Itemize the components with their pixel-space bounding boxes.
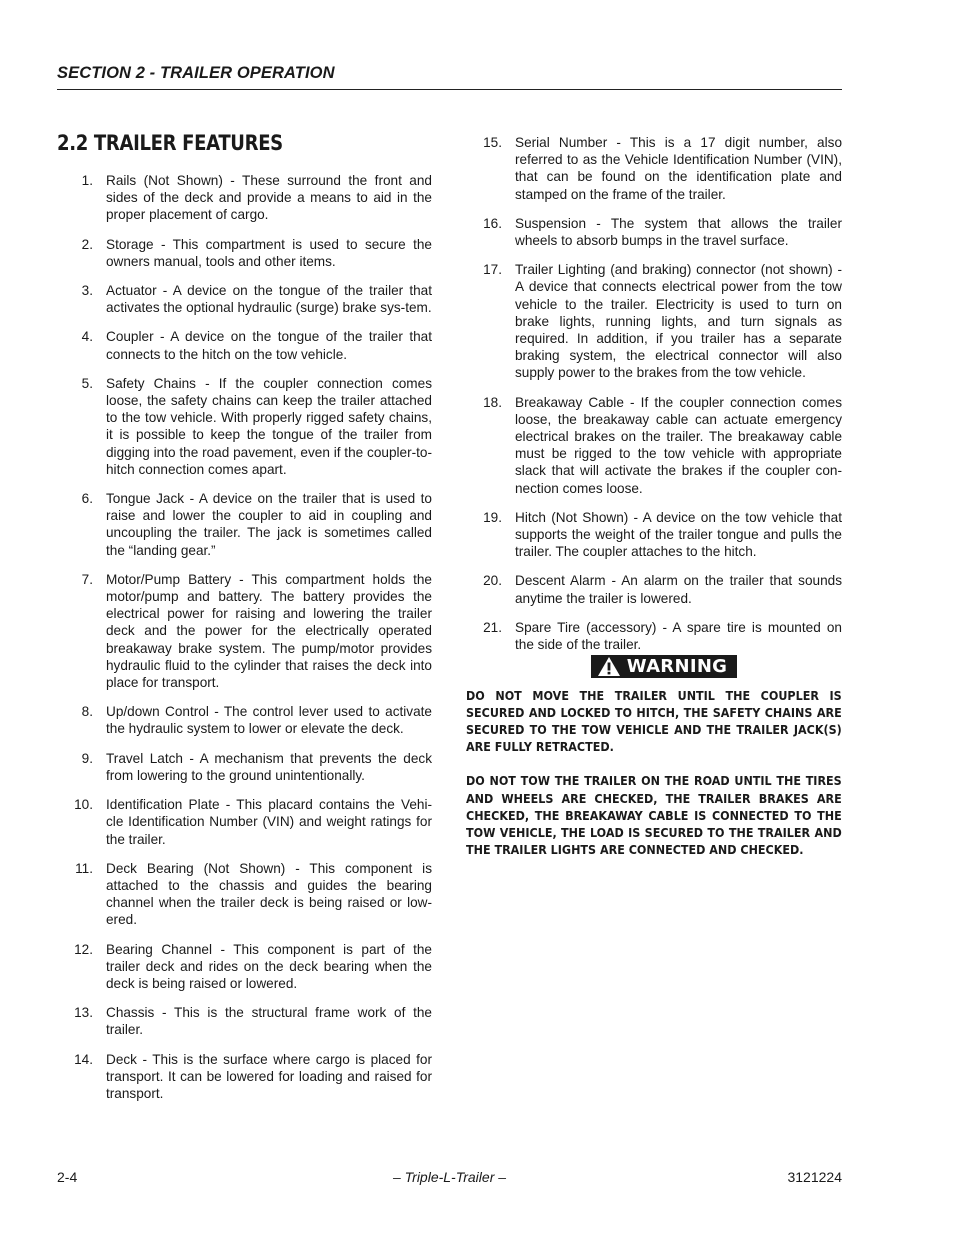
item-number: 4. [81, 329, 93, 345]
item-number: 3. [81, 283, 93, 299]
item-number: 15. [483, 135, 502, 150]
list-item [57, 375, 432, 478]
item-text: Safety Chains - If the coupler connection comes loose, the safety chains can keep the trailer attached to the tow vehicle. With properly rigged safety chains, it is possible to keep the tongue of the trailer from digging into the road pavement, even if the coupler-to-hitch connection comes apart. [106, 375, 432, 477]
list-item [57, 703, 432, 737]
list-item [57, 750, 432, 784]
item-number: 12. [74, 941, 93, 957]
list-item [57, 941, 432, 993]
item-number: 21. [483, 619, 502, 635]
item-number: 6. [81, 491, 93, 507]
warning-paragraph-2: DO NOT TOW THE TRAILER ON THE ROAD UNTIL THE TIRES AND WHEELS ARE CHECKED, THE TRAILER BRAKES ARE CHECKED, THE BREAKAWAY CABLE IS CONNECTED TO THE TOW VEHICLE, THE LOAD IS SECURED TO THE TRAILER AND THE TRAILER LIGHTS ARE CONNECTED AND CHECKED. [466, 774, 842, 858]
list-item [57, 1051, 432, 1103]
list-item [57, 282, 432, 316]
item-text: Actuator - A device on the tongue of the trailer that activates the optional hydraulic (surge) brake sys-tem. [106, 283, 432, 316]
page-number: 2-4 [57, 1169, 78, 1185]
list-item [57, 1004, 432, 1038]
item-text: Chassis - This is the structural frame work of the trailer. [106, 1005, 432, 1038]
item-text: Storage - This compartment is used to secure the owners manual, tools and other items. [106, 236, 432, 269]
list-item [57, 571, 432, 691]
warning-label: WARNING [626, 655, 728, 677]
item-text: Descent Alarm - An alarm on the trailer that sounds anytime the trailer is lowered. [515, 573, 842, 606]
list-item [57, 236, 432, 270]
item-text: Bearing Channel - This component is part of the trailer deck and rides on the deck bearing when the deck is being raised or lowered. [106, 941, 432, 991]
warning-box [466, 655, 842, 876]
item-number: 17. [483, 262, 502, 278]
item-text: Tongue Jack - A device on the trailer that is used to raise and lower the coupler to aid in coupling and uncoupling the trailer. The jack is sometimes called the “landing gear.” [106, 491, 432, 558]
item-number: 9. [81, 750, 93, 766]
item-number: 20. [483, 573, 502, 589]
item-number: 1. [81, 173, 93, 188]
item-text: Identification Plate - This placard contains the Vehi-cle Identification Number (VIN) and weight ratings for the trailer. [106, 797, 432, 847]
left-column [57, 172, 432, 1114]
item-number: 13. [74, 1005, 93, 1021]
list-item [466, 394, 842, 497]
list-item [466, 261, 842, 381]
item-text: Coupler - A device on the tongue of the trailer that connects to the hitch on the tow vehicle. [106, 329, 432, 362]
item-number: 7. [81, 571, 93, 587]
item-text: Trailer Lighting (and braking) connector (not shown) - A device that connects electrical power from the tow vehicle to the trailer. Electricity is used to turn on brake lights, running lights, and turn signals as required. In addition, if you trailer has a separate braking system, the electrical connector will also supply power to the brakes from the tow vehicle. [515, 262, 842, 381]
item-number: 16. [483, 215, 502, 231]
item-text: Rails (Not Shown) - These surround the front and sides of the deck and provide a means to aid in the proper placement of cargo. [106, 173, 432, 223]
list-item [466, 134, 842, 203]
warning-paragraph-1: DO NOT MOVE THE TRAILER UNTIL THE COUPLER IS SECURED AND LOCKED TO HITCH, THE SAFETY CHAINS ARE SECURED TO THE TOW VEHICLE AND THE TRAILER JACK(S) ARE FULLY RETRACTED. [466, 688, 842, 755]
section-title: 2.2 TRAILER FEATURES [57, 131, 283, 155]
header-rule [57, 89, 842, 90]
item-text: Serial Number - This is a 17 digit number, also referred to as the Vehicle Identification Number (VIN), that can be found on the identification plate and stamped on the frame of the trailer. [515, 135, 842, 202]
section-header: SECTION 2 - TRAILER OPERATION [57, 64, 335, 82]
list-item [57, 328, 432, 362]
list-item [57, 796, 432, 848]
warning-badge [591, 655, 738, 678]
item-text: Travel Latch - A mechanism that prevents the deck from lowering to the ground unintentionally. [106, 750, 432, 783]
item-text: Deck Bearing (Not Shown) - This component is attached to the chassis and guides the bearing channel when the trailer deck is being raised or low-ered. [106, 860, 432, 928]
item-text: Deck - This is the surface where cargo is placed for transport. It can be lowered for loading and raised for transport. [106, 1051, 432, 1101]
list-item [466, 572, 842, 606]
list-item [466, 215, 842, 249]
item-text: Motor/Pump Battery - This compartment holds the motor/pump and battery. The battery provides the electrical power for raising and lowering the trailer deck and the power for the electrically operated breakaway brake system. The pump/motor provides hydraulic fluid to the cylinder that raises the deck into place for transport. [106, 571, 432, 691]
item-text: Suspension - The system that allows the trailer wheels to absorb bumps in the travel surface. [515, 215, 842, 249]
warning-triangle-icon [597, 656, 621, 677]
item-number: 11. [75, 860, 93, 876]
document-number: 3121224 [787, 1169, 842, 1185]
item-number: 18. [483, 394, 502, 410]
list-item [466, 619, 842, 653]
item-text: Hitch (Not Shown) - A device on the tow vehicle that supports the weight of the trailer tongue and pulls the trailer. The coupler attaches to the hitch. [515, 509, 842, 560]
list-item [57, 172, 432, 224]
item-number: 5. [81, 375, 93, 391]
item-text: Breakaway Cable - If the coupler connection comes loose, the breakaway cable can actuate emergency electrical brakes on the trailer. The breakaway cable must be rigged to the tow vehicle with appropriate slack that will activate the brakes if the coupler con-nection comes loose. [515, 394, 842, 496]
right-column [466, 134, 842, 665]
list-item [57, 490, 432, 559]
item-text: Up/down Control - The control lever used to activate the hydraulic system to lower or elevate the deck. [106, 704, 432, 737]
item-number: 19. [483, 509, 502, 525]
list-item [466, 509, 842, 561]
item-number: 14. [74, 1051, 93, 1067]
footer-title: – Triple-L-Trailer – [392, 1169, 507, 1185]
item-number: 10. [74, 797, 93, 813]
item-number: 2. [81, 236, 93, 252]
list-item [57, 860, 432, 929]
item-text: Spare Tire (accessory) - A spare tire is mounted on the side of the trailer. [515, 619, 842, 653]
item-number: 8. [81, 704, 93, 720]
